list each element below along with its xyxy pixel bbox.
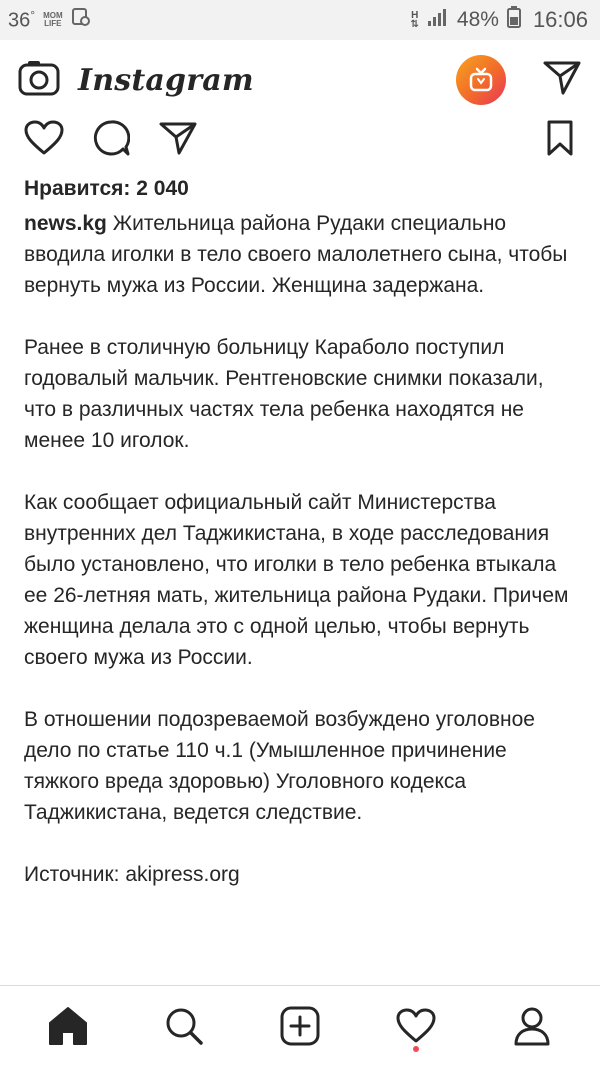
network-type: H ⇅ [410,10,419,30]
app-logo: Instagram [78,62,254,98]
add-post-icon [280,1006,320,1046]
clock: 16:06 [532,7,588,32]
igtv-button[interactable] [456,55,506,105]
caption-text: Жительница района Рудаки специально вводила иголки в тело своего малолетнего сына, чтобы вернуть мужа из России. Женщина задержана. [24,212,568,297]
mom-life-icon: MOM LIFE [43,11,63,28]
battery-icon [507,6,521,34]
nav-activity[interactable] [386,996,446,1056]
status-right [411,6,588,34]
nav-profile[interactable] [502,996,562,1056]
comment-icon[interactable] [92,119,130,162]
status-bar [0,0,600,40]
app-bar-left [18,59,254,102]
activity-notification-dot [413,1046,419,1052]
signal-icon [427,7,449,33]
app-bar-right [456,55,582,105]
post-content [24,174,580,890]
post-caption [24,208,580,301]
nav-home[interactable] [38,996,98,1056]
direct-message-icon[interactable] [542,59,582,102]
post-actions [0,118,600,162]
status-left [8,7,91,33]
likes-count[interactable]: Нравится: 2 040 [24,177,189,200]
caption-paragraph: Как сообщает официальный сайт Министерства внутренних дел Таджикистана, в ходе расследования было установлено, что иголки в тело ребенка втыкала ее 26-летняя мать, жительница района Рудаки. Причем женщина делала это с одной целью, чтобы вернуть своего мужа из России. [24,491,569,669]
caption-source: Источник: akipress.org [24,863,240,886]
nav-add[interactable] [270,996,330,1056]
heart-icon[interactable] [24,120,64,161]
heart-icon [396,1008,436,1044]
post-author[interactable]: news.kg [24,212,107,235]
caption-paragraph: Ранее в столичную больницу Караболо поступил годовалый мальчик. Рентгеновские снимки показали, что в различных частях тела ребенка находятся не менее 10 иголок. [24,336,544,452]
notification-icon [71,7,91,33]
post-actions-left [24,119,198,162]
bottom-nav [0,985,600,1065]
bookmark-icon[interactable] [546,120,574,161]
temperature: 36° [8,7,36,32]
profile-icon [514,1006,550,1046]
igtv-icon [468,67,494,93]
search-icon [164,1006,204,1046]
share-icon[interactable] [158,120,198,161]
battery-percent: 48% [456,8,499,31]
home-icon [47,1006,89,1046]
caption-paragraph: В отношении подозреваемой возбуждено уголовное дело по статье 110 ч.1 (Умышленное причинение тяжкого вреда здоровью) Уголовного кодекса Таджикистана, ведется следствие. [24,708,535,824]
nav-search[interactable] [154,996,214,1056]
app-bar [0,40,600,120]
camera-icon[interactable] [18,59,60,102]
